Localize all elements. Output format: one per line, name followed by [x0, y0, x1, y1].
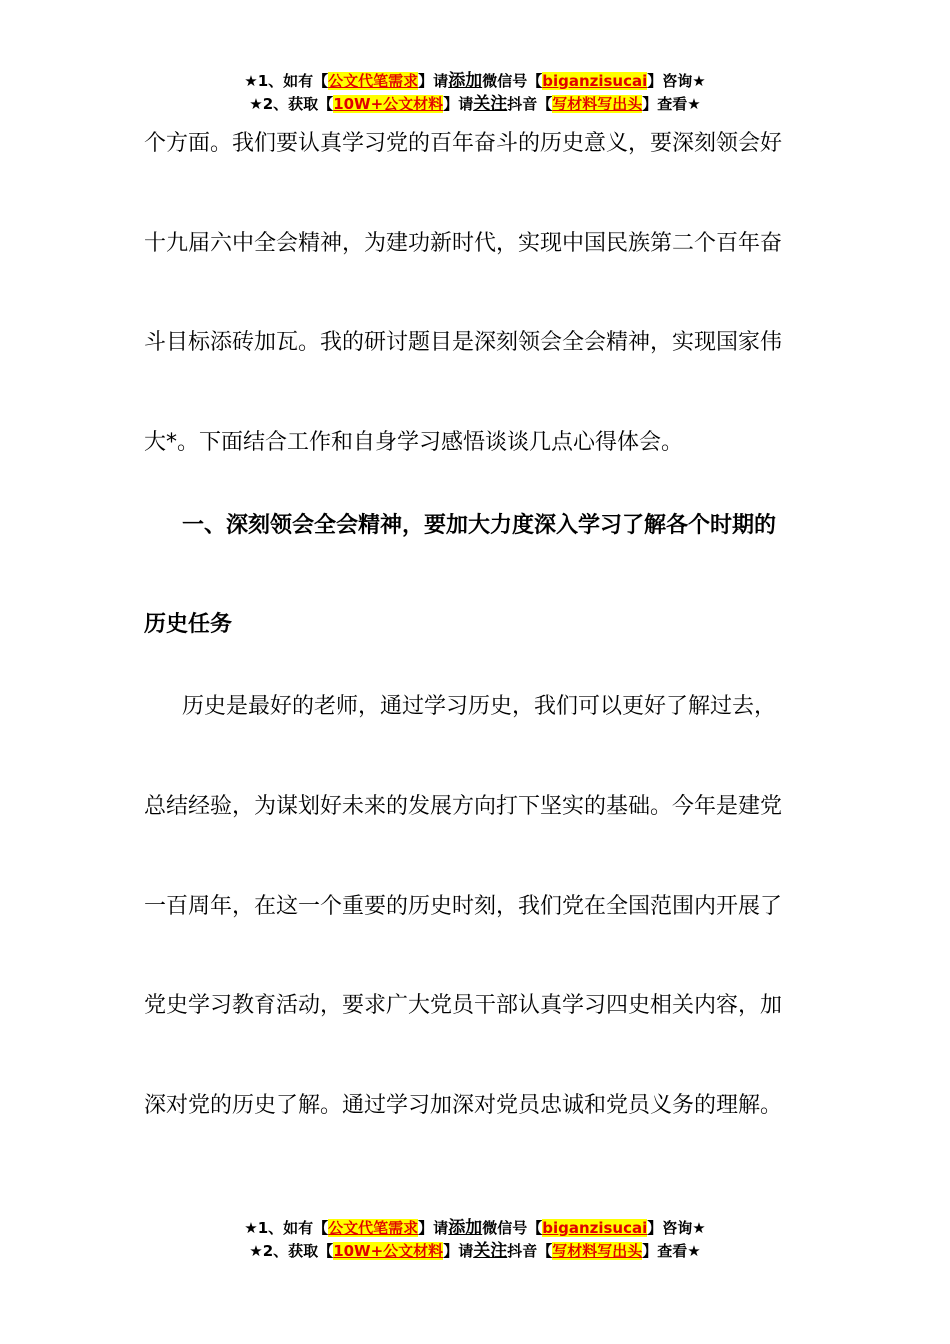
banner-text: ★1、如有【 — [244, 1219, 329, 1237]
banner-highlight: 公文代笔需求 — [328, 1219, 419, 1237]
banner-line-1 — [0, 70, 950, 93]
banner-highlight: biganzisucai — [542, 1219, 648, 1237]
banner-text: 微信号【 — [482, 1219, 543, 1237]
paragraph-line: 个方面。我们要认真学习党的百年奋斗的历史意义，要深刻领会好 — [144, 131, 783, 156]
banner-text: 】请 — [443, 1242, 474, 1260]
banner-text: 】查看★ — [642, 1242, 701, 1260]
footer-banner — [0, 1217, 950, 1263]
banner-text: 】请 — [418, 72, 449, 90]
paragraph-line: 十九届六中全会精神，为建功新时代，实现中国民族第二个百年奋 — [144, 231, 783, 256]
banner-line-2 — [0, 1240, 950, 1263]
banner-text: 】查看★ — [642, 95, 701, 113]
banner-text: 抖音【 — [507, 1242, 553, 1260]
banner-line-2 — [0, 93, 950, 116]
paragraph-line: 大*。下面结合工作和自身学习感悟谈谈几点心得体会。 — [144, 430, 684, 455]
banner-highlight: 10W+公文材料 — [333, 1242, 444, 1260]
paragraph-line: 党史学习教育活动，要求广大党员干部认真学习四史相关内容，加 — [144, 993, 783, 1018]
banner-text: ★2、获取【 — [249, 1242, 334, 1260]
banner-highlight: 10W+公文材料 — [333, 95, 444, 113]
banner-text: ★1、如有【 — [244, 72, 329, 90]
banner-text: ★2、获取【 — [249, 95, 334, 113]
banner-emphasis: 关注 — [473, 94, 508, 114]
paragraph-line: 总结经验，为谋划好未来的发展方向打下坚实的基础。今年是建党 — [144, 794, 783, 819]
banner-highlight: 写材料写出头 — [552, 95, 643, 113]
banner-text: 】请 — [418, 1219, 449, 1237]
banner-text: 微信号【 — [482, 72, 543, 90]
paragraph-line: 历史是最好的老师，通过学习历史，我们可以更好了解过去， — [182, 694, 777, 719]
banner-text: 】咨询★ — [647, 1219, 706, 1237]
banner-text: 】请 — [443, 95, 474, 113]
banner-text: 抖音【 — [507, 95, 553, 113]
banner-emphasis: 添加 — [448, 1218, 483, 1238]
banner-emphasis: 关注 — [473, 1241, 508, 1261]
section-heading-continued: 历史任务 — [144, 612, 233, 637]
paragraph-line: 斗目标添砖加瓦。我的研讨题目是深刻领会全会精神，实现国家伟 — [144, 330, 783, 355]
banner-line-1 — [0, 1217, 950, 1240]
banner-emphasis: 添加 — [448, 71, 483, 91]
paragraph-line: 深对党的历史了解。通过学习加深对党员忠诚和党员义务的理解。 — [144, 1093, 783, 1118]
banner-highlight: 公文代笔需求 — [328, 72, 419, 90]
section-heading: 一、深刻领会全会精神，要加大力度深入学习了解各个时期的 — [182, 513, 777, 538]
header-banner — [0, 70, 950, 116]
banner-highlight: biganzisucai — [542, 72, 648, 90]
banner-highlight: 写材料写出头 — [552, 1242, 643, 1260]
paragraph-line: 一百周年，在这一个重要的历史时刻，我们党在全国范围内开展了 — [144, 894, 783, 919]
banner-text: 】咨询★ — [647, 72, 706, 90]
